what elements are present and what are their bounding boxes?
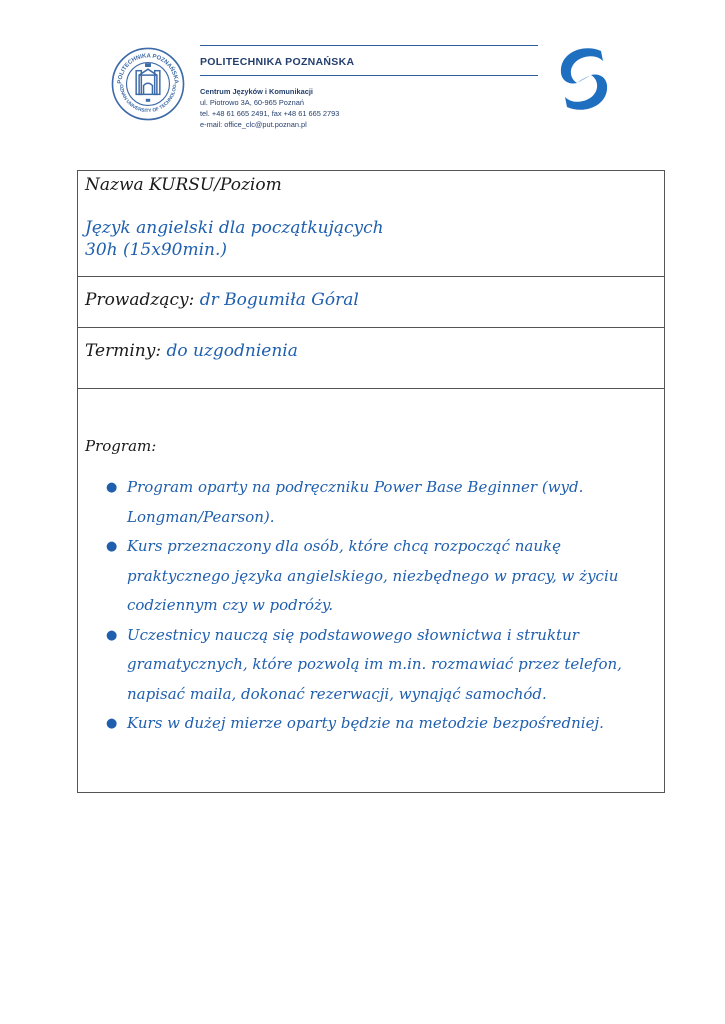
course-hours: 30h (15x90min.)	[85, 240, 228, 260]
terms-value: do uzgodnienia	[166, 341, 298, 361]
list-item	[106, 473, 651, 532]
program-item-text: Kurs w dużej mierze oparty będzie na metodzie bezpośredniej.	[127, 714, 604, 732]
header-rule-bottom	[200, 75, 538, 76]
department-address: ul. Piotrowo 3A, 60-965 Poznań	[200, 98, 304, 107]
program-item-text: Kurs przeznaczony dla osób, które chcą rozpocząć naukę praktycznego języka angielskiego, niezbędnego w pracy, w życiu codziennym czy w podróży.	[127, 537, 619, 614]
teacher-label: Prowadzący:	[85, 290, 200, 310]
program-item-text: Program oparty na podręczniku Power Base Beginner (wyd. Longman/Pearson).	[127, 478, 584, 526]
bullet-icon: ●	[106, 480, 118, 495]
bullet-icon: ●	[106, 627, 118, 643]
department-email: e-mail: office_clc@put.poznan.pl	[200, 120, 307, 129]
course-info-table	[77, 170, 665, 793]
bullet-icon: ●	[106, 716, 118, 731]
org-name: POLITECHNIKA POZNAŃSKA	[200, 56, 355, 68]
seal-text-bottom: OZNAN UNIVERSITY OF TECHNOLOG	[117, 84, 179, 115]
terms-row	[78, 328, 664, 389]
department-phone: tel. +48 61 665 2491, fax +48 61 665 2793	[200, 109, 340, 118]
university-seal-icon	[111, 47, 185, 121]
program-item-text: Uczestnicy nauczą się podstawowego słownictwa i struktur gramatycznych, które pozwolą im m.in. rozmawiać przez telefon, napisać maila, dokonać rezerwacji, wynająć samochód.	[127, 625, 622, 703]
list-item	[106, 621, 651, 710]
list-item	[106, 532, 651, 621]
teacher-line	[85, 290, 359, 310]
terms-label: Terminy:	[85, 341, 167, 361]
department-name: Centrum Języków i Komunikacji	[200, 87, 313, 96]
swirl-logo-icon	[553, 45, 615, 113]
program-list	[106, 473, 651, 739]
list-item	[106, 709, 651, 739]
teacher-name: dr Bogumiła Góral	[199, 290, 359, 310]
course-label: Nazwa KURSU/Poziom	[85, 175, 282, 195]
seal-text-top: POLITECHNIKA POZNAŃSKA	[117, 53, 179, 85]
teacher-row	[78, 277, 664, 328]
header-rule-top	[200, 45, 538, 46]
bullet-icon: ●	[106, 539, 118, 554]
course-name: Język angielski dla początkujących	[85, 218, 384, 238]
course-name-block	[85, 217, 384, 261]
terms-line	[85, 341, 298, 361]
department-contact	[200, 86, 339, 130]
program-label: Program:	[85, 437, 157, 455]
course-row	[78, 171, 664, 277]
